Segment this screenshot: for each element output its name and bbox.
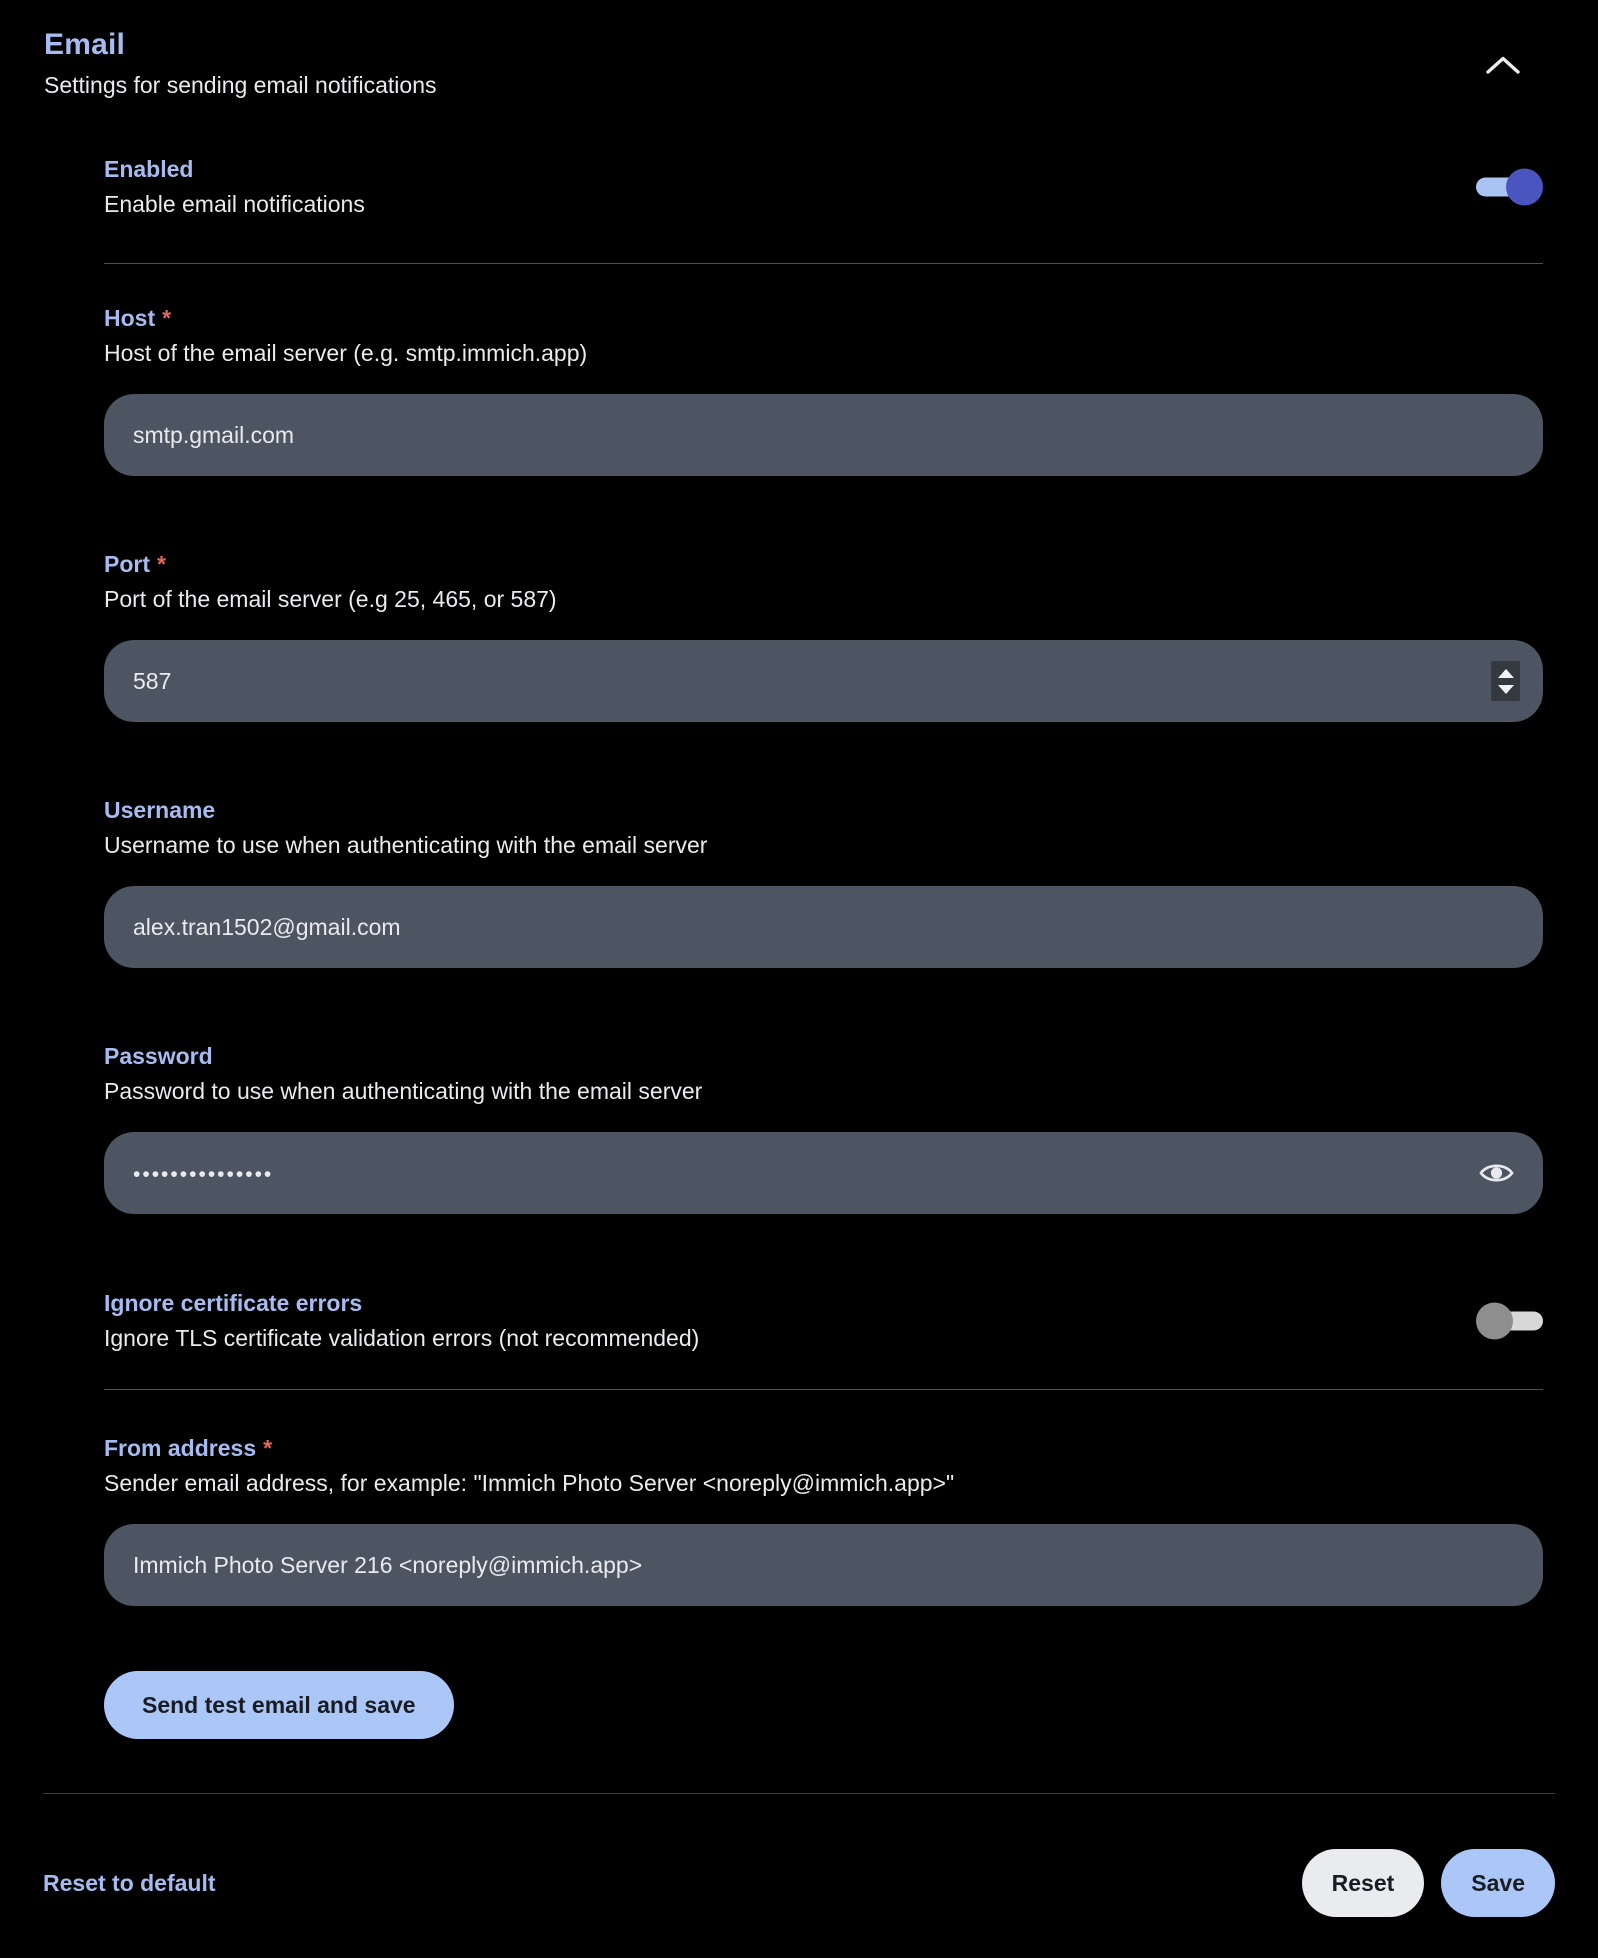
send-test-email-button[interactable]: Send test email and save — [104, 1671, 454, 1739]
collapse-section-button[interactable] — [1480, 50, 1526, 83]
ignore-cert-description: Ignore TLS certificate validation errors (not recommended) — [104, 1325, 700, 1351]
username-input[interactable] — [104, 886, 1543, 968]
password-label: Password — [104, 1043, 213, 1069]
footer — [43, 1849, 1555, 1917]
reset-to-default-link[interactable]: Reset to default — [43, 1869, 216, 1896]
eye-icon — [1478, 1160, 1515, 1187]
required-asterisk: * — [157, 551, 166, 577]
host-label: Host — [104, 305, 156, 331]
username-field — [104, 795, 1543, 968]
enabled-description: Enable email notifications — [104, 191, 365, 217]
reset-button[interactable]: Reset — [1302, 1849, 1425, 1917]
host-input[interactable] — [104, 394, 1543, 476]
port-input[interactable] — [104, 640, 1543, 722]
enabled-label: Enabled — [104, 156, 194, 182]
from-address-input[interactable] — [104, 1524, 1543, 1606]
port-label-row — [104, 549, 1543, 579]
ignore-cert-label: Ignore certificate errors — [104, 1290, 363, 1316]
username-input-wrap — [104, 886, 1543, 968]
host-input-wrap — [104, 394, 1543, 476]
ignore-cert-toggle[interactable] — [1476, 1302, 1543, 1340]
password-input-wrap — [104, 1132, 1543, 1214]
port-stepper[interactable] — [1491, 661, 1520, 701]
from-address-field — [104, 1433, 1543, 1606]
panel-header-text — [44, 26, 437, 100]
username-label: Username — [104, 797, 216, 823]
enabled-text — [104, 154, 365, 219]
username-description: Username to use when authenticating with the email server — [104, 832, 708, 858]
save-button[interactable]: Save — [1441, 1849, 1555, 1917]
footer-divider — [43, 1793, 1555, 1794]
password-input[interactable] — [104, 1132, 1543, 1214]
ignore-cert-row — [104, 1288, 1543, 1353]
port-input-wrap — [104, 640, 1543, 722]
from-address-description: Sender email address, for example: "Immich Photo Server <noreply@immich.app>" — [104, 1470, 955, 1496]
port-field — [104, 549, 1543, 722]
password-field — [104, 1041, 1543, 1214]
required-asterisk: * — [263, 1435, 273, 1461]
from-address-label-row — [104, 1433, 1543, 1463]
settings-form — [104, 154, 1543, 1739]
chevron-up-icon — [1484, 54, 1522, 76]
panel-header — [44, 26, 1526, 100]
password-visibility-button[interactable] — [1476, 1158, 1517, 1189]
host-field — [104, 303, 1543, 476]
enabled-row — [104, 154, 1543, 219]
footer-buttons — [1302, 1849, 1555, 1917]
port-description: Port of the email server (e.g 25, 465, or 587) — [104, 586, 557, 612]
host-description: Host of the email server (e.g. smtp.immich.app) — [104, 340, 588, 366]
required-asterisk: * — [162, 305, 172, 331]
toggle-knob — [1506, 168, 1543, 205]
host-label-row — [104, 303, 1543, 333]
from-address-label: From address — [104, 1435, 257, 1461]
toggle-knob — [1476, 1302, 1513, 1339]
port-label: Port — [104, 551, 150, 577]
from-address-input-wrap — [104, 1524, 1543, 1606]
divider — [104, 263, 1543, 264]
stepper-up-icon — [1498, 669, 1514, 678]
divider — [104, 1389, 1543, 1390]
password-description: Password to use when authenticating with the email server — [104, 1078, 703, 1104]
enabled-toggle[interactable] — [1476, 168, 1543, 206]
page-title: Email — [44, 28, 126, 61]
page-subtitle: Settings for sending email notifications — [44, 72, 437, 98]
ignore-cert-text — [104, 1288, 699, 1353]
stepper-down-icon — [1498, 685, 1514, 694]
